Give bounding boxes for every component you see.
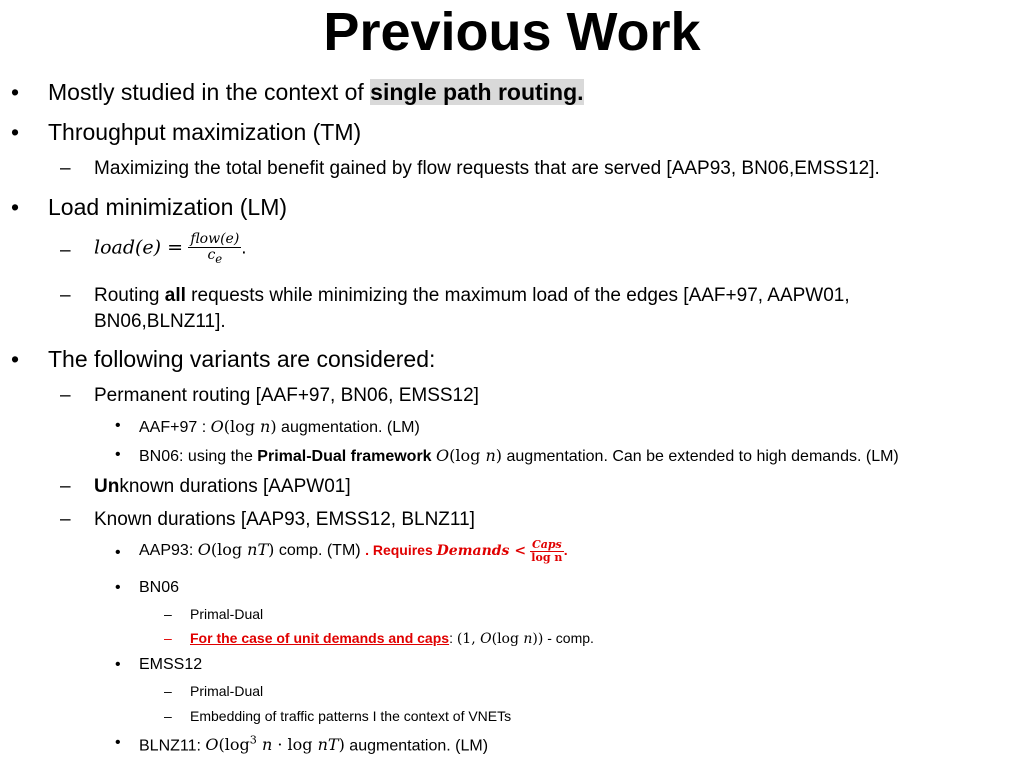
subbullet-text: Maximizing the total benefit gained by flow requests that are served [AAP93, BN06,EMSS12]. bbox=[94, 158, 880, 179]
subbullet-routing-all bbox=[60, 285, 850, 307]
item-text: BN06: using the bbox=[139, 448, 258, 465]
subbullet-known bbox=[60, 509, 475, 531]
denominator-subscript: e bbox=[215, 251, 223, 266]
load-fraction bbox=[188, 232, 241, 265]
math-var: nT bbox=[247, 539, 269, 559]
item-text-rest: comp. (TM) bbox=[274, 541, 366, 559]
math-dot-log: · log bbox=[272, 735, 318, 755]
highlighted-phrase: single path routing. bbox=[370, 79, 584, 105]
subbullet-text: Known durations [AAP93, EMSS12, BLNZ11] bbox=[94, 509, 475, 530]
math-o: O bbox=[205, 735, 219, 755]
subbullet-routing-all-cont: BN06,BLNZ11]. bbox=[94, 311, 226, 332]
math-expr bbox=[198, 540, 275, 559]
subitem-emss12-vnets bbox=[164, 708, 512, 724]
subbullet-load-formula bbox=[60, 231, 247, 266]
fraction-numerator: flow(e) bbox=[190, 231, 240, 247]
math-o: O bbox=[210, 417, 224, 436]
bold-prefix: Un bbox=[94, 476, 120, 497]
item-text: AAP93: bbox=[139, 541, 198, 559]
math-log: (log bbox=[223, 417, 261, 436]
subbullet-tm-desc bbox=[60, 158, 880, 180]
dash-marker: – bbox=[164, 683, 172, 699]
dash-marker: – bbox=[164, 606, 172, 622]
math-o: O bbox=[436, 446, 450, 465]
subitem-text-rest: - comp. bbox=[543, 630, 594, 646]
dash-marker: – bbox=[164, 630, 172, 646]
bullet-lm bbox=[11, 194, 288, 221]
item-text: BN06 bbox=[139, 579, 180, 596]
math-o: O bbox=[480, 631, 492, 647]
item-text: BLNZ11: bbox=[139, 737, 206, 755]
math-var: n bbox=[260, 417, 271, 436]
subitem-text: Embedding of traffic patterns I the context of VNETs bbox=[190, 708, 512, 724]
item-text-rest: augmentation. (LM) bbox=[276, 419, 420, 436]
item-aap93 bbox=[115, 538, 568, 564]
math-log: (log bbox=[210, 539, 248, 559]
bullet-marker: • bbox=[115, 734, 121, 751]
item-text: EMSS12 bbox=[139, 656, 203, 673]
item-bn06-known bbox=[115, 579, 180, 597]
item-bn06-perm bbox=[115, 446, 899, 466]
math-close: )) bbox=[532, 631, 544, 647]
math-log: (log bbox=[449, 446, 486, 465]
bullet-marker: • bbox=[11, 119, 20, 145]
bullet-marker: • bbox=[115, 446, 121, 463]
item-emss12 bbox=[115, 656, 203, 674]
caps-fraction bbox=[530, 539, 564, 563]
requires-math: Demands < bbox=[436, 542, 527, 559]
dash-marker: – bbox=[60, 285, 71, 306]
math-open: (1, bbox=[456, 631, 481, 647]
bullet-marker: • bbox=[115, 656, 121, 673]
subbullet-permanent bbox=[60, 385, 479, 407]
dash-marker: – bbox=[60, 385, 71, 406]
item-aaf97 bbox=[115, 417, 420, 437]
requires-end: . bbox=[563, 541, 568, 558]
bold-phrase: Primal-Dual framework bbox=[257, 448, 432, 465]
bullet-text: Mostly studied in the context of bbox=[48, 79, 371, 105]
item-blnz11 bbox=[115, 734, 489, 755]
caps-numerator: Caps bbox=[531, 538, 562, 551]
subitem-text: Primal-Dual bbox=[190, 606, 264, 622]
math-expr bbox=[211, 417, 277, 436]
bullet-text: Load minimization (LM) bbox=[48, 194, 288, 220]
item-text: AAF+97 : bbox=[139, 419, 211, 436]
math-log: (log bbox=[218, 735, 250, 755]
requires-note bbox=[365, 538, 568, 564]
item-text-rest: augmentation. (LM) bbox=[344, 737, 489, 755]
math-close: ) bbox=[495, 446, 503, 465]
load-formula-lhs: load(e) = bbox=[94, 236, 184, 259]
bullet-text: Throughput maximization (TM) bbox=[48, 119, 362, 145]
colon: : bbox=[449, 630, 457, 646]
dash-marker: – bbox=[60, 240, 71, 261]
subbullet-text: Routing bbox=[94, 285, 165, 306]
math-var: n bbox=[256, 735, 273, 755]
math-close: ) bbox=[270, 417, 277, 436]
bullet-marker: • bbox=[115, 417, 121, 434]
subitem-bn06-unit bbox=[164, 630, 594, 647]
bullet-tm bbox=[11, 119, 362, 146]
bullet-text: The following variants are considered: bbox=[48, 346, 436, 372]
subbullet-text: Permanent routing [AAF+97, BN06, EMSS12] bbox=[94, 385, 479, 406]
math-var: n bbox=[485, 446, 496, 465]
bullet-marker: • bbox=[11, 194, 20, 220]
subitem-emss12-primal-dual bbox=[164, 683, 264, 699]
formula-end: . bbox=[241, 237, 247, 259]
item-text-rest: augmentation. Can be extended to high demands. (LM) bbox=[502, 448, 899, 465]
dash-marker: – bbox=[164, 708, 172, 724]
subbullet-unknown bbox=[60, 476, 351, 498]
bold-word: all bbox=[164, 285, 186, 306]
math-exponent: 3 bbox=[249, 734, 257, 747]
slide-title: Previous Work bbox=[323, 2, 701, 62]
dash-marker: – bbox=[60, 476, 71, 497]
dash-marker: – bbox=[60, 509, 71, 530]
math-o: O bbox=[197, 539, 211, 559]
subbullet-text: known durations [AAPW01] bbox=[119, 476, 351, 497]
caps-denominator: log n bbox=[531, 550, 563, 564]
dash-marker: – bbox=[60, 158, 71, 179]
math-expr bbox=[436, 446, 502, 465]
denominator-base: c bbox=[207, 246, 216, 263]
bullet-marker: • bbox=[115, 579, 121, 596]
bullet-marker: • bbox=[11, 79, 20, 105]
math-var: n bbox=[523, 631, 533, 647]
bullet-marker: • bbox=[11, 346, 20, 372]
subitem-text: Primal-Dual bbox=[190, 683, 264, 699]
bullet-marker: • bbox=[115, 544, 121, 561]
fraction-denominator bbox=[188, 248, 241, 265]
math-expr bbox=[457, 631, 544, 647]
math-log: (log bbox=[491, 631, 524, 647]
math-close: ) bbox=[338, 735, 345, 755]
math-close: ) bbox=[268, 539, 275, 559]
requires-text: . Requires bbox=[365, 541, 437, 558]
math-expr bbox=[205, 735, 344, 754]
subbullet-text-rest: requests while minimizing the maximum load of the edges [AAF+97, AAPW01, bbox=[185, 285, 850, 306]
bullet-context bbox=[11, 79, 584, 106]
math-var-2: nT bbox=[317, 735, 339, 755]
subitem-bn06-primal-dual bbox=[164, 606, 264, 622]
red-phrase: For the case of unit demands and caps bbox=[190, 630, 450, 646]
bullet-variants bbox=[11, 346, 436, 373]
